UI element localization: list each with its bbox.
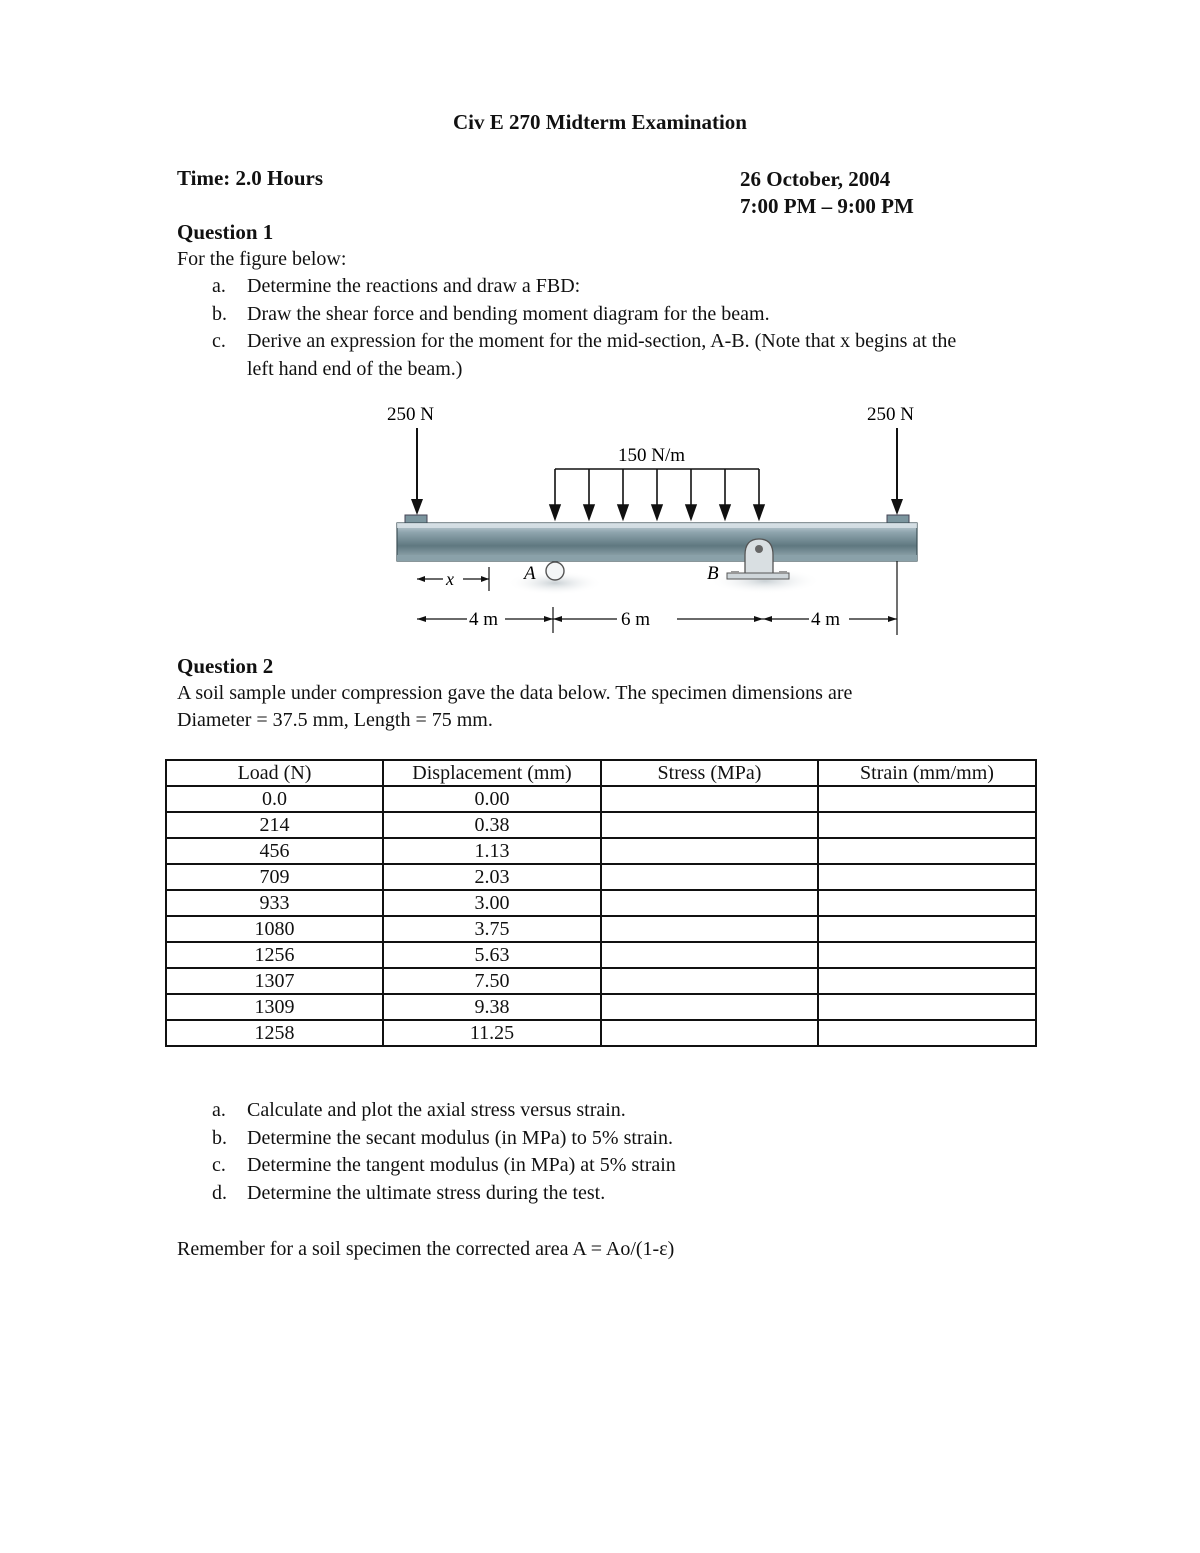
question-1-heading: Question 1 [177,220,274,244]
item-marker: d. [212,1181,227,1204]
cell-stress [601,994,818,1020]
roller-support-icon [546,562,564,580]
cell-strain [818,812,1036,838]
right-load-plate [887,515,909,523]
soil-data-table [165,759,1037,1047]
right-load-arrow-icon [891,428,903,515]
cell-stress [601,1020,818,1046]
cell-load: 933 [166,890,383,916]
cell-strain [818,890,1036,916]
cell-load: 1307 [166,968,383,994]
exam-duration: Time: 2.0 Hours [177,166,324,190]
cell-displacement: 11.25 [383,1020,601,1046]
item-text: Determine the secant modulus (in MPa) to 5% strain. [247,1126,674,1149]
item-marker: a. [212,275,226,297]
table-row [166,1020,1036,1046]
cell-displacement: 3.00 [383,890,601,916]
cell-strain [818,864,1036,890]
cell-displacement: 5.63 [383,942,601,968]
question-1-intro: For the figure below: [177,248,347,270]
exam-date-block [740,166,914,220]
distributed-load-label: 150 N/m [618,445,686,466]
cell-displacement: 0.00 [383,786,601,812]
cell-strain [818,916,1036,942]
question-2-intro-line-1: A soil sample under compression gave the data below. The specimen dimensions are [177,682,853,704]
distributed-load-arrows-icon [550,469,764,519]
cell-displacement: 3.75 [383,916,601,942]
list-item [177,328,967,383]
cell-displacement: 0.38 [383,812,601,838]
cell-stress [601,968,818,994]
x-dimension-label: x [446,569,454,589]
cell-strain [818,1020,1036,1046]
list-item [177,301,997,329]
corrected-area-note: Remember for a soil specimen the corrected area A = Ao/(1-ε) [177,1238,675,1260]
cell-strain [818,994,1036,1020]
question-2-heading: Question 2 [177,654,274,678]
item-text: Determine the tangent modulus (in MPa) at 5% strain [247,1154,676,1176]
item-text: Determine the ultimate stress during the test. [247,1181,606,1204]
cell-stress [601,942,818,968]
item-marker: c. [212,1154,226,1176]
cell-load: 709 [166,864,383,890]
table-row [166,968,1036,994]
item-marker: c. [212,330,226,352]
exam-time-range: 7:00 PM – 9:00 PM [740,194,914,218]
cell-strain [818,942,1036,968]
dimension-1-label: 4 m [469,609,499,630]
right-load-label: 250 N [867,404,914,425]
cell-load: 456 [166,838,383,864]
dimension-3-label: 4 m [811,609,841,630]
cell-load: 214 [166,812,383,838]
column-header-strain: Strain (mm/mm) [818,760,1036,786]
support-b-label: B [707,563,719,584]
beam-figure [385,395,925,640]
cell-load: 0.0 [166,786,383,812]
beam [397,523,917,561]
exam-date: 26 October, 2004 [740,167,891,191]
cell-load: 1309 [166,994,383,1020]
cell-displacement: 1.13 [383,838,601,864]
cell-strain [818,786,1036,812]
item-text: Derive an expression for the moment for the mid-section, A-B. (Note that x begins at the left hand end of the beam.) [247,330,957,380]
item-text: Calculate and plot the axial stress versus strain. [247,1099,626,1121]
cell-load: 1256 [166,942,383,968]
cell-load: 1258 [166,1020,383,1046]
list-item [177,1180,997,1208]
cell-stress [601,864,818,890]
cell-load: 1080 [166,916,383,942]
cell-stress [601,838,818,864]
list-item [177,1152,997,1180]
table-row [166,812,1036,838]
question-2-list [177,1097,997,1207]
cell-stress [601,890,818,916]
cell-stress [601,812,818,838]
table-row [166,916,1036,942]
cell-displacement: 2.03 [383,864,601,890]
list-item [177,1125,997,1153]
cell-stress [601,916,818,942]
left-load-plate [405,515,427,523]
cell-displacement: 7.50 [383,968,601,994]
table-header-row [166,760,1036,786]
item-text: Draw the shear force and bending moment diagram for the beam. [247,302,770,325]
cell-strain [818,838,1036,864]
table-row [166,890,1036,916]
item-marker: a. [212,1099,226,1121]
table-row [166,786,1036,812]
list-item [177,273,997,301]
list-item [177,1097,997,1125]
item-marker: b. [212,1126,227,1149]
support-a-label: A [524,563,536,584]
question-1-list [177,273,997,383]
column-header-displacement: Displacement (mm) [383,760,601,786]
table-row [166,838,1036,864]
dimension-2-label: 6 m [621,609,651,630]
cell-stress [601,786,818,812]
column-header-stress: Stress (MPa) [601,760,818,786]
item-marker: b. [212,302,227,325]
table-row [166,942,1036,968]
exam-title: Civ E 270 Midterm Examination [453,110,747,134]
cell-strain [818,968,1036,994]
table-row [166,864,1036,890]
item-text: Determine the reactions and draw a FBD: [247,275,581,297]
column-header-load: Load (N) [166,760,383,786]
left-load-arrow-icon [411,428,423,515]
question-2-intro-line-2: Diameter = 37.5 mm, Length = 75 mm. [177,709,493,731]
left-load-label: 250 N [387,404,434,425]
cell-displacement: 9.38 [383,994,601,1020]
table-row [166,994,1036,1020]
